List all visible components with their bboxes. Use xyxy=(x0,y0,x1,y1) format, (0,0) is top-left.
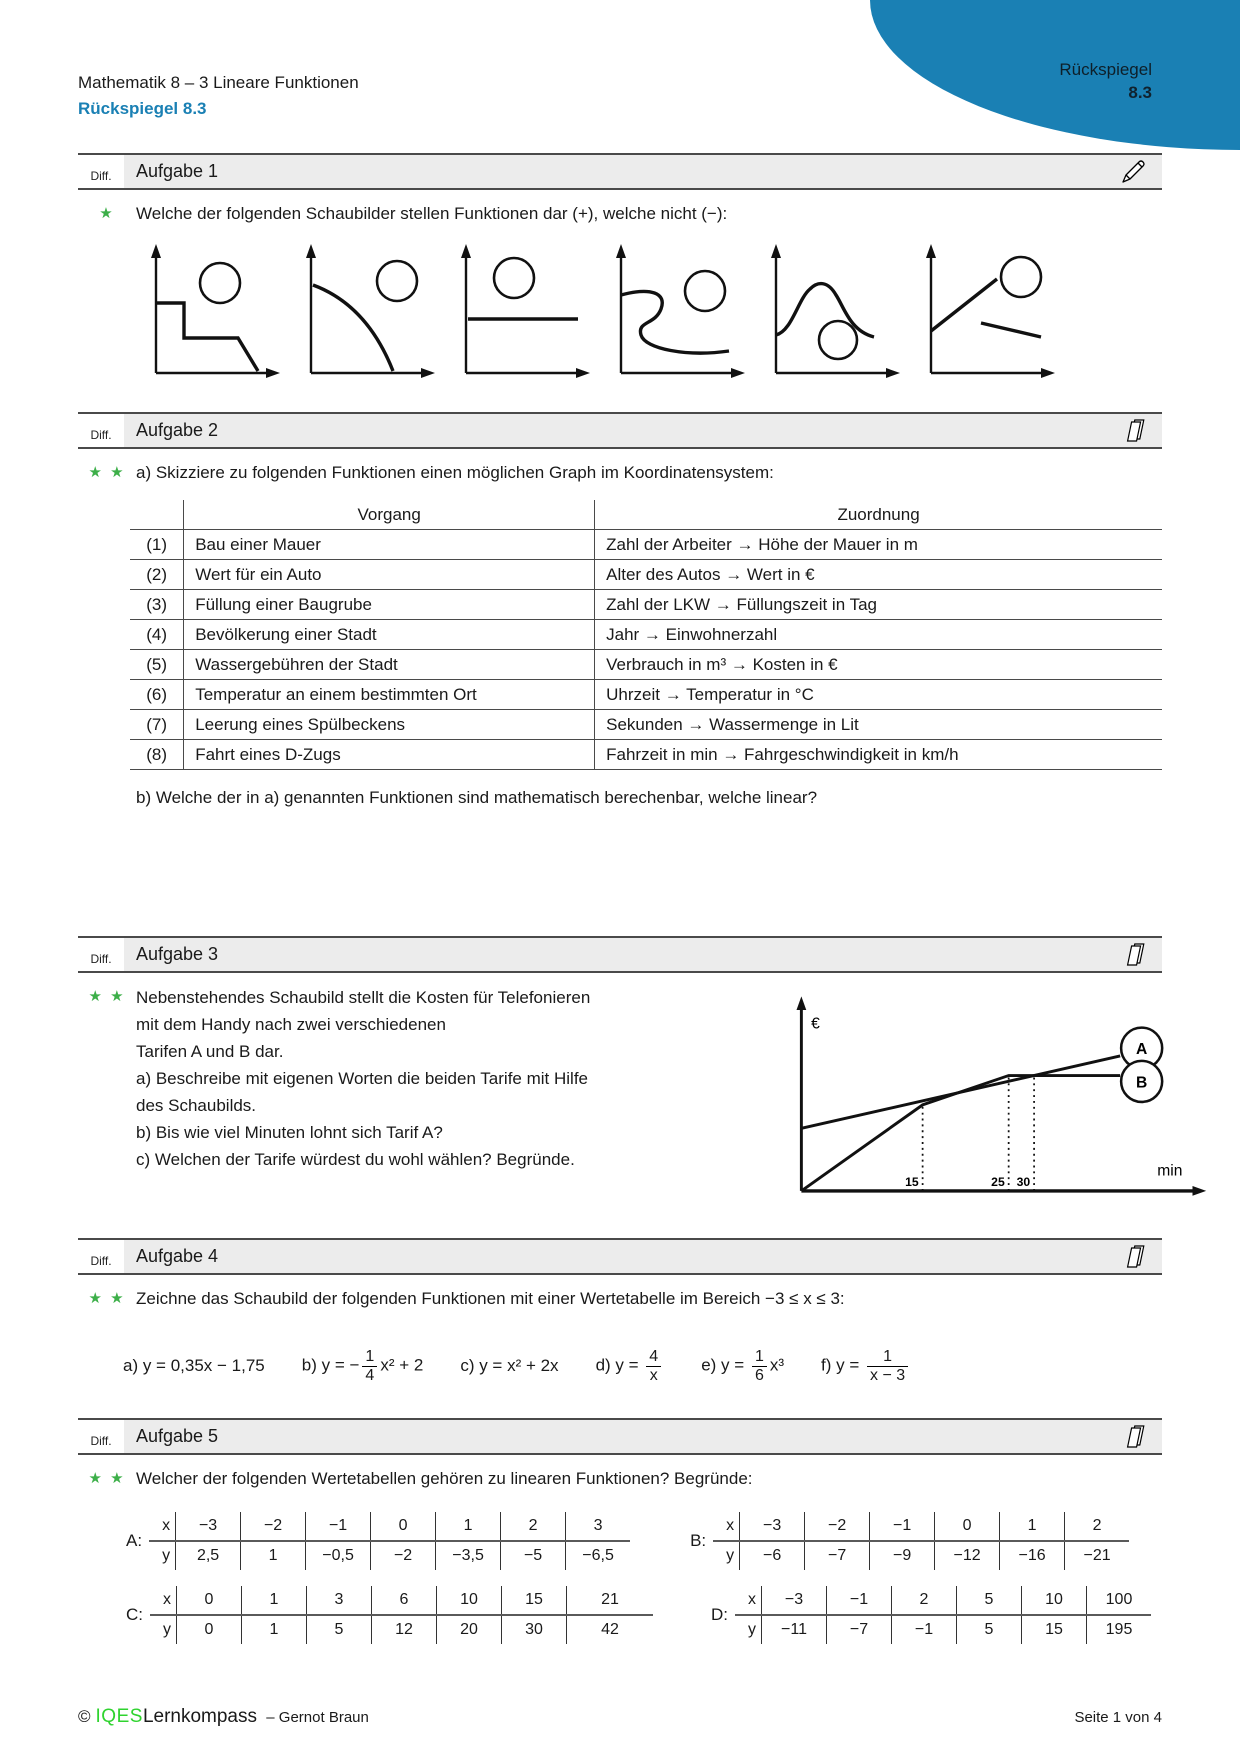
table-label: B: xyxy=(690,1531,707,1550)
tick-30: 30 xyxy=(1016,1175,1031,1190)
formula-e xyxy=(701,1348,784,1384)
task3-difficulty-label: Diff. xyxy=(78,938,124,971)
value-table-a-block xyxy=(126,1512,630,1570)
graph-falling-curve xyxy=(295,241,441,379)
task3-statement xyxy=(136,984,756,1173)
task2-difficulty-label: Diff. xyxy=(78,414,124,447)
pages-icon xyxy=(1122,1424,1148,1450)
copyright-symbol: © xyxy=(78,1707,91,1726)
cell: (8) xyxy=(130,740,184,770)
cell: (1) xyxy=(130,530,184,560)
tick-15: 15 xyxy=(905,1175,919,1190)
task1-title: Aufgabe 1 xyxy=(136,161,219,181)
cell: 6 xyxy=(372,1586,437,1615)
denominator: 6 xyxy=(754,1366,764,1384)
worksheet-subtitle: Rückspiegel 8.3 xyxy=(78,99,207,118)
cell: Fahrzeit in min → Fahrgeschwindigkeit in km/h xyxy=(595,740,1162,770)
cell: Fahrt eines D-Zugs xyxy=(184,740,595,770)
cell: Sekunden → Wassermenge in Lit xyxy=(595,710,1162,740)
cell: 21 xyxy=(567,1586,654,1615)
cell: −3 xyxy=(740,1512,805,1541)
formula-b xyxy=(302,1348,424,1384)
formula-part: x² + 2 xyxy=(380,1355,424,1375)
y-axis-label: € xyxy=(811,1015,820,1033)
cell: 5 xyxy=(957,1586,1022,1615)
lernkompass-logo-text: Lernkompass xyxy=(142,1706,257,1727)
cell: −1 xyxy=(870,1512,935,1541)
cell: (7) xyxy=(130,710,184,740)
cell: −7 xyxy=(805,1541,870,1570)
cell: 0 xyxy=(935,1512,1000,1541)
cell: 2 xyxy=(892,1586,957,1615)
cell: −2 xyxy=(805,1512,870,1541)
cell: −2 xyxy=(241,1512,306,1541)
difficulty-stars: ★ ★ xyxy=(88,1290,126,1307)
cell: 1 xyxy=(242,1615,307,1644)
cell: −11 xyxy=(762,1615,827,1644)
task3-header-bar xyxy=(78,936,1162,973)
cell: (4) xyxy=(130,620,184,650)
row-header: x xyxy=(735,1586,762,1615)
column-header-zuordnung: Zuordnung xyxy=(595,500,1162,530)
cell: −0,5 xyxy=(306,1541,371,1570)
denominator: 4 xyxy=(365,1366,375,1384)
task4-formulas xyxy=(123,1338,1162,1394)
task4-header-bar xyxy=(78,1238,1162,1275)
task1-graphs-row xyxy=(140,241,1162,379)
task2-part-b: b) Welche der in a) genannten Funktionen sind mathematisch berechenbar, welche linear? xyxy=(136,788,818,807)
cell: −3 xyxy=(762,1586,827,1615)
value-table-b-block xyxy=(690,1512,1129,1570)
corner-number: 8.3 xyxy=(1128,83,1152,102)
cell: 12 xyxy=(372,1615,437,1644)
cell: 30 xyxy=(502,1615,567,1644)
text-line: mit dem Handy nach zwei verschiedenen xyxy=(136,1015,446,1034)
cell: 15 xyxy=(1022,1615,1087,1644)
cell: 20 xyxy=(437,1615,502,1644)
cell: −12 xyxy=(935,1541,1000,1570)
pencil-icon xyxy=(1120,159,1148,185)
cell: −21 xyxy=(1065,1541,1130,1570)
label-tariff-b: B xyxy=(1135,1074,1148,1092)
task5-statement: Welcher der folgenden Wertetabellen gehören zu linearen Funktionen? Begründe: xyxy=(136,1469,753,1488)
cell: Wert für ein Auto xyxy=(184,560,595,590)
task5-difficulty-label: Diff. xyxy=(78,1420,124,1453)
text-line: a) Beschreibe mit eigenen Worten die beiden Tarife mit Hilfe xyxy=(136,1069,588,1088)
task1-difficulty-label: Diff. xyxy=(78,155,124,188)
row-header: x xyxy=(149,1512,176,1541)
task1-statement: Welche der folgenden Schaubilder stellen Funktionen dar (+), welche nicht (−): xyxy=(136,204,728,223)
table-row xyxy=(130,560,1162,590)
cell: −1 xyxy=(306,1512,371,1541)
value-table-d-block xyxy=(711,1586,1151,1644)
vorgang-zuordnung-table xyxy=(130,500,1162,770)
graph-bell-curve xyxy=(760,241,906,379)
cell: −1 xyxy=(892,1615,957,1644)
corner-title: Rückspiegel xyxy=(1059,60,1152,79)
cell: −2 xyxy=(371,1541,436,1570)
task1-header-bar xyxy=(78,153,1162,190)
numerator: 4 xyxy=(646,1348,661,1367)
text-line: des Schaubilds. xyxy=(136,1096,257,1115)
cell: 42 xyxy=(567,1615,654,1644)
cell: −3,5 xyxy=(436,1541,501,1570)
cell: 5 xyxy=(957,1615,1022,1644)
task2-header-bar xyxy=(78,412,1162,449)
table-row xyxy=(130,620,1162,650)
cell: 2 xyxy=(1065,1512,1130,1541)
table-row xyxy=(130,680,1162,710)
formula-part: b) y = − xyxy=(301,1355,360,1375)
numerator: 1 xyxy=(362,1348,377,1367)
page-number: Seite 1 von 4 xyxy=(1074,1709,1162,1726)
row-header: y xyxy=(162,1547,171,1564)
difficulty-stars: ★ ★ xyxy=(88,988,126,1005)
cell: Jahr → Einwohnerzahl xyxy=(595,620,1162,650)
cell: −16 xyxy=(1000,1541,1065,1570)
row-header: x xyxy=(713,1512,740,1541)
formula-part: d) y = xyxy=(595,1355,639,1375)
cell: Alter des Autos → Wert in € xyxy=(595,560,1162,590)
table-label: C: xyxy=(126,1605,143,1624)
pages-icon xyxy=(1122,1244,1148,1270)
cell: 0 xyxy=(177,1586,242,1615)
cell: −5 xyxy=(501,1541,566,1570)
table-label: A: xyxy=(126,1531,143,1550)
cell: Temperatur an einem bestimmten Ort xyxy=(184,680,595,710)
table-row xyxy=(130,740,1162,770)
task2-part-a: a) Skizziere zu folgenden Funktionen einen möglichen Graph im Koordinatensystem: xyxy=(136,463,774,482)
cell: Zahl der LKW → Füllungszeit in Tag xyxy=(595,590,1162,620)
cell: −3 xyxy=(176,1512,241,1541)
formula-part: f) y = xyxy=(821,1355,860,1375)
text-line: c) Welchen der Tarife würdest du wohl wählen? Begründe. xyxy=(136,1150,575,1169)
value-table-c-block xyxy=(126,1586,653,1644)
cell: 15 xyxy=(502,1586,567,1615)
cell: 3 xyxy=(566,1512,631,1541)
graph-step-function xyxy=(140,241,286,379)
cell: −6,5 xyxy=(566,1541,631,1570)
page-footer xyxy=(78,1706,1162,1728)
cell: Verbrauch in m³ → Kosten in € xyxy=(595,650,1162,680)
value-table-b xyxy=(713,1512,1129,1570)
denominator: x xyxy=(649,1366,658,1384)
formula-part: e) y = xyxy=(701,1355,745,1375)
table-corner-cell xyxy=(130,500,184,530)
cell: 2 xyxy=(501,1512,566,1541)
tariff-chart xyxy=(774,990,1214,1208)
cell: Bevölkerung einer Stadt xyxy=(184,620,595,650)
task5-header-bar xyxy=(78,1418,1162,1455)
graph-line-and-segment xyxy=(915,241,1061,379)
table-row xyxy=(130,590,1162,620)
cell: (5) xyxy=(130,650,184,680)
difficulty-stars: ★ ★ xyxy=(88,464,126,481)
cell: 3 xyxy=(307,1586,372,1615)
table-row xyxy=(130,710,1162,740)
value-table-a xyxy=(149,1512,630,1570)
task3-title: Aufgabe 3 xyxy=(136,944,219,964)
difficulty-stars: ★ xyxy=(99,205,115,222)
text-line: b) Bis wie viel Minuten lohnt sich Tarif A? xyxy=(136,1123,443,1142)
row-header: y xyxy=(748,1621,756,1638)
table-row xyxy=(130,650,1162,680)
table-row xyxy=(130,530,1162,560)
cell: 1 xyxy=(436,1512,501,1541)
table-label: D: xyxy=(711,1605,728,1624)
value-table-d xyxy=(735,1586,1151,1644)
formula-a: a) y = 0,35x − 1,75 xyxy=(123,1356,265,1375)
formula-f xyxy=(821,1348,911,1384)
cell: 100 xyxy=(1087,1586,1152,1615)
text-line: Tarifen A und B dar. xyxy=(136,1042,284,1061)
cell: −9 xyxy=(870,1541,935,1570)
label-tariff-a: A xyxy=(1135,1041,1148,1059)
cell: −7 xyxy=(827,1615,892,1644)
cell: Zahl der Arbeiter → Höhe der Mauer in m xyxy=(595,530,1162,560)
iqes-logo-text: IQES xyxy=(95,1706,143,1727)
value-table-c xyxy=(150,1586,653,1644)
numerator: 1 xyxy=(867,1348,908,1367)
row-header: y xyxy=(163,1621,171,1638)
graph-backtracking-curve xyxy=(605,241,751,379)
tick-25: 25 xyxy=(991,1175,1005,1190)
cell: −1 xyxy=(827,1586,892,1615)
text-line: Nebenstehendes Schaubild stellt die Kosten für Telefonieren xyxy=(136,988,591,1007)
row-header: y xyxy=(726,1547,735,1564)
row-header: x xyxy=(150,1586,177,1615)
cell: Uhrzeit → Temperatur in °C xyxy=(595,680,1162,710)
task4-statement: Zeichne das Schaubild der folgenden Funktionen mit einer Wertetabelle im Bereich −3 ≤ x ≤ 3: xyxy=(136,1289,845,1308)
cell: 2,5 xyxy=(176,1541,241,1570)
cell: 0 xyxy=(371,1512,436,1541)
pages-icon xyxy=(1122,942,1148,968)
cell: Bau einer Mauer xyxy=(184,530,595,560)
formula-part: x³ xyxy=(769,1355,785,1375)
author-name: – Gernot Braun xyxy=(266,1709,369,1726)
formula-d xyxy=(596,1348,665,1384)
course-title: Mathematik 8 – 3 Lineare Funktionen xyxy=(78,73,359,92)
cell: 10 xyxy=(437,1586,502,1615)
formula-c: c) y = x² + 2x xyxy=(460,1356,559,1375)
cell: 1 xyxy=(1000,1512,1065,1541)
cell: 0 xyxy=(177,1615,242,1644)
cell: Füllung einer Baugrube xyxy=(184,590,595,620)
cell: 195 xyxy=(1087,1615,1152,1644)
task5-title: Aufgabe 5 xyxy=(136,1426,219,1446)
pages-icon xyxy=(1122,418,1148,444)
cell: 5 xyxy=(307,1615,372,1644)
cell: (3) xyxy=(130,590,184,620)
cell: Wassergebühren der Stadt xyxy=(184,650,595,680)
cell: −6 xyxy=(740,1541,805,1570)
column-header-vorgang: Vorgang xyxy=(184,500,595,530)
cell: 1 xyxy=(241,1541,306,1570)
publisher-credit xyxy=(78,1706,369,1728)
difficulty-stars: ★ ★ xyxy=(88,1470,126,1487)
cell: (2) xyxy=(130,560,184,590)
numerator: 1 xyxy=(752,1348,767,1367)
task4-difficulty-label: Diff. xyxy=(78,1240,124,1273)
cell: (6) xyxy=(130,680,184,710)
task4-title: Aufgabe 4 xyxy=(136,1246,219,1266)
cell: 1 xyxy=(242,1586,307,1615)
cell: Leerung eines Spülbeckens xyxy=(184,710,595,740)
denominator: x − 3 xyxy=(870,1366,906,1384)
cell: 10 xyxy=(1022,1586,1087,1615)
line-tariff-b xyxy=(801,1076,1120,1191)
task2-title: Aufgabe 2 xyxy=(136,420,219,440)
graph-constant-line xyxy=(450,241,596,379)
x-axis-label: min xyxy=(1157,1162,1183,1180)
